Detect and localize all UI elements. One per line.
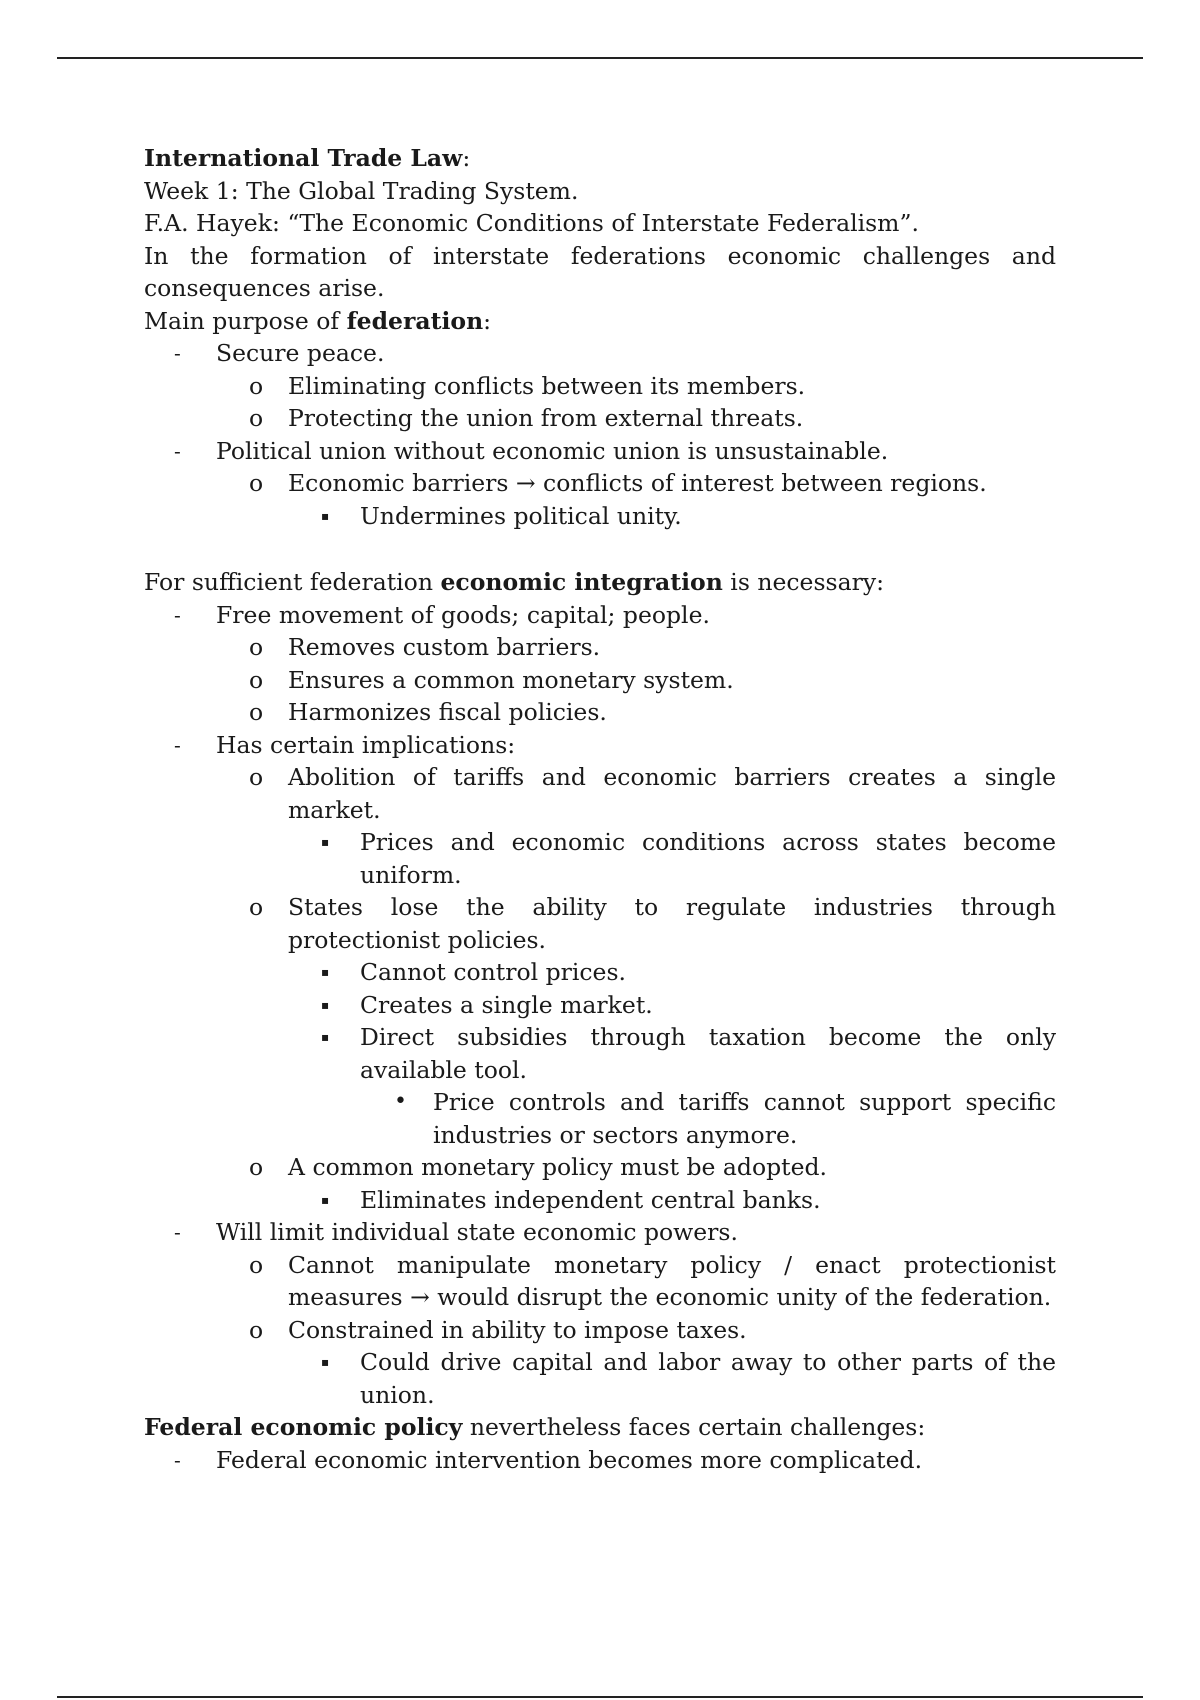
square-marker: ▪ [321, 997, 330, 1012]
item-text: Political union without economic union is unsustainable. [216, 436, 889, 465]
section-federation-heading [144, 305, 1056, 338]
course-title-colon: : [462, 144, 471, 172]
bullet-marker: • [394, 1089, 407, 1114]
item-text: Cannot control prices. [360, 958, 626, 986]
heading-text: is necessary: [722, 568, 885, 596]
heading-bold: Federal economic policy [144, 1413, 463, 1441]
item-text: Protecting the union from external threats. [288, 404, 804, 432]
paragraph-gap [144, 532, 1056, 566]
item-text: Ensures a common monetary system. [288, 665, 734, 694]
item-text: Economic barriers → conflicts of interest between regions. [288, 469, 987, 497]
heading-text: : [483, 306, 492, 335]
course-title [144, 142, 1056, 175]
list-item [144, 467, 1056, 500]
footer-rule [57, 1696, 1143, 1698]
item-text: Removes custom barriers. [288, 633, 601, 661]
square-marker: ▪ [321, 965, 330, 979]
item-text: Free movement of goods; capital; people. [216, 600, 710, 629]
section-policy-heading [144, 1411, 1056, 1444]
list-item [144, 1184, 1056, 1217]
heading-text: For sufficient federation [144, 568, 441, 596]
list-item [144, 956, 1056, 989]
item-text: Creates a single market. [360, 990, 653, 1019]
item-text: Could drive capital and labor away to other parts of the union. [360, 1348, 1056, 1409]
list-item [144, 599, 1056, 632]
list-item [144, 1216, 1056, 1249]
item-text: Harmonizes fiscal policies. [288, 698, 607, 726]
list-item [144, 337, 1056, 370]
reading-title: F.A. Hayek: “The Economic Conditions of Interstate Federalism”. [144, 209, 919, 237]
item-text: States lose the ability to regulate industries through protectionist policies. [288, 893, 1056, 954]
week-heading: Week 1: The Global Trading System. [144, 176, 579, 205]
square-marker: ▪ [321, 508, 330, 523]
item-text: Constrained in ability to impose taxes. [288, 1315, 747, 1344]
list-item [144, 1151, 1056, 1184]
circle-marker: o [249, 404, 264, 432]
item-text: Cannot manipulate monetary policy / enact protectionist measures → would disrupt the economic unity of the federation. [288, 1250, 1056, 1311]
list-item [144, 1086, 1056, 1151]
circle-marker: o [249, 469, 264, 497]
item-text: Secure peace. [216, 339, 385, 367]
section-integration-heading [144, 566, 1056, 599]
square-marker: ▪ [321, 1192, 330, 1207]
dash-marker: - [174, 1447, 181, 1472]
circle-marker: o [249, 893, 264, 921]
item-text: Direct subsidies through taxation become the only available tool. [360, 1023, 1056, 1084]
list-item [144, 1249, 1056, 1314]
list-item [144, 761, 1056, 826]
item-text: Eliminates independent central banks. [360, 1185, 821, 1214]
dash-marker: - [174, 732, 181, 757]
header-rule [57, 57, 1143, 59]
document-body [144, 142, 1056, 1476]
list-item [144, 989, 1056, 1022]
item-text: Abolition of tariffs and economic barriers creates a single market. [288, 763, 1056, 824]
circle-marker: o [249, 371, 264, 400]
list-item [144, 664, 1056, 697]
circle-marker: o [249, 665, 264, 694]
square-marker: ▪ [321, 1355, 330, 1369]
intro-paragraph: In the formation of interstate federations economic challenges and consequences arise. [144, 241, 1056, 302]
circle-marker: o [249, 763, 264, 791]
heading-bold: economic integration [440, 568, 723, 596]
list-item [144, 1346, 1056, 1411]
list-item [144, 696, 1056, 729]
heading-text: Main purpose of [144, 306, 347, 335]
heading-text: nevertheless faces certain challenges: [462, 1413, 926, 1441]
list-item [144, 500, 1056, 533]
dash-marker: - [174, 438, 181, 463]
circle-marker: o [249, 1315, 264, 1344]
circle-marker: o [249, 1153, 264, 1181]
list-item [144, 370, 1056, 403]
list-item [144, 826, 1056, 891]
list-item [144, 631, 1056, 664]
heading-bold: federation [346, 306, 484, 335]
list-item [144, 729, 1056, 762]
square-marker: ▪ [321, 1030, 330, 1044]
item-text: Undermines political unity. [360, 501, 682, 530]
circle-marker: o [249, 698, 264, 726]
dash-marker: - [174, 1220, 181, 1244]
item-text: Has certain implications: [216, 730, 516, 759]
dash-marker: - [174, 341, 181, 365]
list-item [144, 1314, 1056, 1347]
item-text: A common monetary policy must be adopted. [288, 1153, 828, 1181]
list-item [144, 1021, 1056, 1086]
item-text: Price controls and tariffs cannot support specific industries or sectors anymore. [433, 1088, 1056, 1149]
list-item [144, 1444, 1056, 1477]
list-item [144, 891, 1056, 956]
circle-marker: o [249, 633, 264, 661]
item-text: Prices and economic conditions across states become uniform. [360, 828, 1056, 889]
item-text: Eliminating conflicts between its members. [288, 371, 806, 400]
list-item [144, 435, 1056, 468]
circle-marker: o [249, 1250, 264, 1279]
list-item [144, 402, 1056, 435]
square-marker: ▪ [321, 835, 330, 849]
item-text: Will limit individual state economic powers. [216, 1218, 738, 1246]
dash-marker: - [174, 602, 181, 627]
item-text: Federal economic intervention becomes more complicated. [216, 1445, 923, 1474]
course-title-bold: International Trade Law [144, 144, 463, 172]
